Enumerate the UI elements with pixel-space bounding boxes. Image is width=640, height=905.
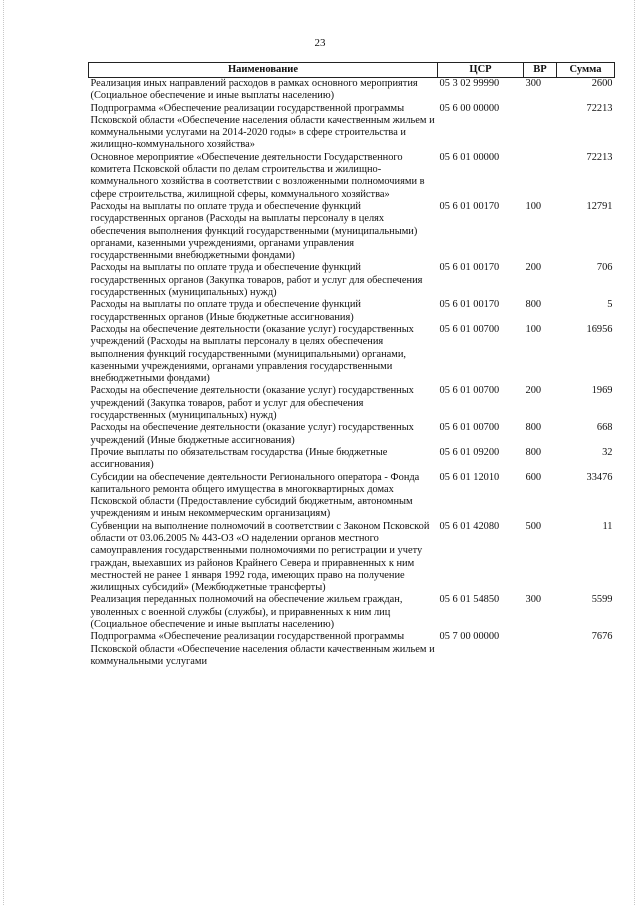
row-sum: 7676 (591, 631, 613, 643)
row-name: Расходы на выплаты по оплате труда и обеспечение функций государственных органов (Иные бюджетные ассигнования) (90, 299, 361, 323)
budget-table (88, 62, 615, 668)
row-sum: 32 (602, 446, 613, 458)
row-name: Расходы на обеспечение деятельности (оказание услуг) государственных учреждений (Иные бюджетные ассигнования) (90, 422, 414, 446)
row-vr: 200 (525, 385, 542, 397)
row-vr: 100 (525, 323, 542, 335)
row-vr: 800 (525, 446, 542, 458)
row-csr: 05 6 01 00170 (439, 200, 500, 212)
table-row (89, 103, 615, 152)
table-row (89, 631, 615, 668)
row-name: Реализация переданных полномочий на обеспечение жильем граждан, уволенных с военной службы (службы), и приравненных к ним лиц (Социальное обеспечение и иные выплаты населению) (90, 594, 403, 631)
row-name: Субвенции на выполнение полномочий в соответствии с Законом Псковской области от 03.06.2005 № 443-ОЗ «О наделении органов местного самоуправления государственными полномочиями по регистрации и учету граждан, выехавших из районов Крайнего Севера и приравненных к ним местностей не ранее 1 января 1992 года, имеющих право на получение жилищных субсидий» (Межбюджетные трансферты) (90, 520, 430, 594)
row-sum: 33476 (586, 471, 613, 483)
row-sum: 668 (596, 422, 613, 434)
row-name: Расходы на выплаты по оплате труда и обеспечение функций государственных органов (Расходы на выплаты персоналу в целях обеспечения выполнения функций государственными (муниципальными) органами, казенными учреждениями, органами управления государственными внебюджетными фондами) (90, 200, 418, 262)
row-sum: 72213 (586, 151, 613, 163)
row-csr: 05 6 01 00700 (439, 323, 500, 335)
row-vr (524, 631, 557, 668)
row-name: Реализация иных направлений расходов в рамках основного мероприятия (Социальное обеспечение и иные выплаты населению) (90, 78, 418, 102)
row-sum: 11 (602, 520, 613, 532)
right-scan-edge (634, 0, 636, 905)
row-csr: 05 7 00 00000 (439, 631, 500, 643)
row-name: Расходы на обеспечение деятельности (оказание услуг) государственных учреждений (Закупка товаров, работ и услуг для обеспечения государственных (муниципальных) нужд) (90, 385, 414, 422)
table-header-row (89, 63, 615, 78)
table-row (89, 521, 615, 595)
row-name: Прочие выплаты по обязательствам государства (Иные бюджетные ассигнования) (90, 446, 388, 471)
row-csr: 05 6 01 00170 (439, 262, 500, 274)
row-name: Субсидии на обеспечение деятельности Регионального оператора - Фонда капитального ремонта общего имущества в многоквартирных домах Псковской области (Предоставление субсидий бюджетным, автономным учреждениям и иным некоммерческим организациям) (90, 471, 420, 520)
table-row (89, 299, 615, 324)
header-vr: ВР (524, 63, 557, 78)
row-sum: 5599 (591, 594, 613, 606)
row-vr: 100 (525, 200, 542, 212)
table-row (89, 324, 615, 385)
row-name: Подпрограмма «Обеспечение реализации государственной программы Псковской области «Обеспечение населения области качественным жильем и коммунальными услугами (90, 631, 435, 667)
row-vr: 300 (525, 78, 542, 89)
table-body (89, 78, 615, 669)
row-sum: 16956 (586, 323, 613, 335)
row-name: Основное мероприятие «Обеспечение деятельности Государственного комитета Псковской области по делам строительства и жилищно-коммунального хозяйства в соответствии с возложенными полномочиями в сфере строительства, жилищной сферы, коммунального хозяйства» (90, 151, 425, 200)
table-row (89, 262, 615, 299)
row-csr: 05 6 01 00700 (439, 422, 500, 434)
row-csr: 05 6 01 54850 (439, 594, 500, 606)
row-name: Расходы на выплаты по оплате труда и обеспечение функций государственных органов (Закупка товаров, работ и услуг для обеспечения государственных (муниципальных) нужд) (90, 262, 423, 299)
table-row (89, 201, 615, 262)
table-row (89, 385, 615, 422)
row-csr: 05 6 01 00000 (439, 151, 500, 163)
page-number: 23 (314, 37, 326, 49)
row-name: Подпрограмма «Обеспечение реализации государственной программы Псковской области «Обеспечение населения области качественным жильем и коммунальными услугами на 2014-2020 годы» в сфере строительства и жилищно-коммунального хозяйства» (90, 102, 435, 151)
row-sum: 5 (607, 299, 613, 311)
row-sum: 2600 (591, 78, 613, 89)
row-csr: 05 6 01 12010 (439, 471, 500, 483)
row-sum: 72213 (586, 102, 613, 114)
row-csr: 05 6 01 09200 (439, 446, 500, 458)
header-csr: ЦСР (438, 63, 524, 78)
row-sum: 1969 (591, 385, 613, 397)
row-vr (524, 152, 557, 201)
row-csr: 05 6 01 00170 (439, 299, 500, 311)
row-vr: 500 (525, 520, 542, 532)
row-sum: 12791 (586, 200, 613, 212)
table-row (89, 422, 615, 447)
table-row (89, 447, 615, 472)
table-row (89, 78, 615, 103)
row-csr: 05 6 00 00000 (439, 102, 500, 114)
table-row (89, 594, 615, 631)
header-name: Наименование (89, 63, 438, 78)
table-row (89, 472, 615, 521)
header-sum: Сумма (557, 63, 615, 78)
row-vr: 600 (525, 471, 542, 483)
row-vr: 800 (525, 299, 542, 311)
row-name: Расходы на обеспечение деятельности (оказание услуг) государственных учреждений (Расходы на выплаты персоналу в целях обеспечения выполнения функций государственными (муниципальными) органами, казенными учреждениями, органами управления государственными внебюджетными фондами) (90, 323, 414, 385)
row-vr: 800 (525, 422, 542, 434)
row-sum: 706 (596, 262, 613, 274)
row-csr: 05 6 01 42080 (439, 520, 500, 532)
table-row (89, 152, 615, 201)
row-csr: 05 6 01 00700 (439, 385, 500, 397)
row-vr: 300 (525, 594, 542, 606)
row-csr: 05 3 02 99990 (439, 78, 500, 89)
row-vr: 200 (525, 262, 542, 274)
left-scan-edge (3, 0, 5, 905)
row-vr (524, 103, 557, 152)
